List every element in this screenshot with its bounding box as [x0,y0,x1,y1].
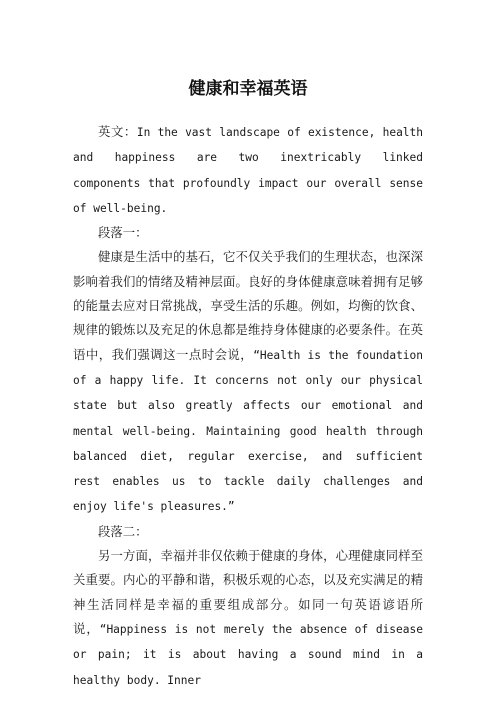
section2-chinese-text: 另一方面，幸福并非仅依赖于健康的身体，心理健康同样至关重要。内心的平静和谐，积极乐观的心态，以及充实满足的精神生活同样是幸福的重要组成部分。如同一句英语谚语所说， [73,548,423,636]
section2-paragraph [73,544,423,693]
intro-label: 英文： [98,124,137,139]
document-title: 健康和幸福英语 [188,79,308,99]
intro-paragraph [73,120,423,221]
section1-heading: 段落一： [98,225,148,241]
section1-english-quote: “Health is the foundation of a happy life. It concerns not only our physical state but also greatly affects our emotional and mental well-being. Maintaining good health through balanced diet, regular exercise, and sufficient rest enables us to tackle daily challenges and enjoy life's pleasures.” [73,348,424,514]
document-body [73,120,423,693]
section2-english-quote: “Happiness is not merely the absence of disease or pain; it is about having a sound mind in a healthy body. Inner [73,622,423,687]
section2-heading: 段落二： [98,523,148,539]
intro-text: In the vast landscape of existence, health and happiness are two inextricably linked components that profoundly impact our overall sense of well-being. [73,126,424,215]
section1-paragraph [73,245,423,519]
section1-chinese-text: 健康是生活中的基石，它不仅关乎我们的生理状态，也深深影响着我们的情绪及精神层面。良好的身体健康意味着拥有足够的能量去应对日常挑战，享受生活的乐趣。例如，均衡的饮食、规律的锻炼以及充足的休息都是维持身体健康的必要条件。在英语中，我们强调这一点时会说， [73,249,423,362]
